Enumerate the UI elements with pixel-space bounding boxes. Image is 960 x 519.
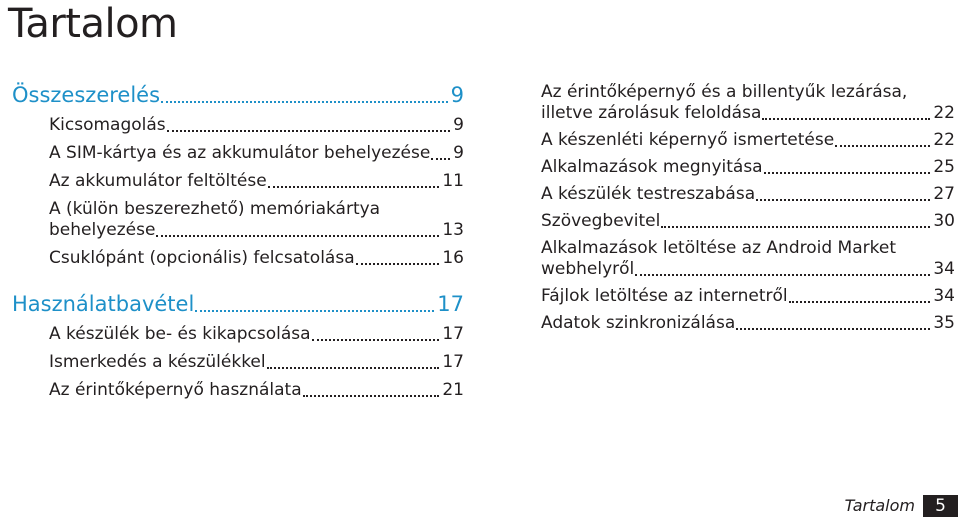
toc-entry-akkumulator-feltoltese[interactable] (12, 171, 464, 192)
toc-entry-label-line1: A (külön beszerezhető) memóriakártya (49, 199, 381, 219)
toc-page-number: 22 (933, 130, 955, 150)
toc-entry-memoriakartya[interactable] (12, 199, 464, 241)
dot-leader (835, 145, 930, 147)
dot-leader (762, 118, 930, 120)
toc-entry-label: Csuklópánt (opcionális) felcsatolása (49, 248, 355, 268)
toc-page-number: 16 (442, 248, 464, 268)
toc-entry-label: Adatok szinkronizálása (541, 313, 736, 333)
toc-page-number: 17 (442, 324, 464, 344)
toc-entry-alkalmazasok-megnyitasa[interactable] (541, 157, 955, 178)
toc-entry-label: Az akkumulátor feltöltése (49, 171, 267, 191)
toc-page-number: 34 (933, 286, 955, 306)
toc-entry-label: A SIM-kártya és az akkumulátor behelyezése (49, 143, 431, 163)
toc-entry-label: A készülék be- és kikapcsolása (49, 324, 311, 344)
page-footer (845, 494, 958, 517)
toc-page-number: 34 (933, 259, 955, 279)
toc-entry-erintokepernyo-hasznalata[interactable] (12, 380, 464, 401)
dot-leader (789, 301, 931, 303)
toc-entry-keszenleti-kepernyo[interactable] (541, 130, 955, 151)
toc-page-number: 17 (442, 352, 464, 372)
toc-entry-label-line2: webhelyről (541, 259, 635, 279)
toc-entry-android-market[interactable] (541, 238, 955, 280)
dot-leader (268, 186, 440, 188)
toc-entry-label: Kicsomagolás (49, 115, 166, 135)
toc-page-number: 21 (442, 380, 464, 400)
toc-page-number: 9 (450, 83, 464, 107)
toc-page-number: 25 (933, 157, 955, 177)
dot-leader (764, 172, 931, 174)
dot-leader (167, 130, 451, 132)
toc-section-osszeszereles[interactable] (12, 82, 464, 108)
toc-entry-label: Fájlok letöltése az internetről (541, 286, 788, 306)
toc-page-number: 13 (442, 220, 464, 240)
toc-page-number: 11 (442, 171, 464, 191)
toc-page-number: 9 (453, 115, 464, 135)
toc-entry-label: Ismerkedés a készülékkel (49, 352, 266, 372)
dot-leader (195, 310, 434, 312)
dot-leader (303, 395, 440, 397)
toc-entry-fajlok-letoltese[interactable] (541, 286, 955, 307)
toc-page-number: 30 (933, 211, 955, 231)
toc-page-number: 35 (933, 313, 955, 333)
footer-page-number: 5 (923, 495, 958, 517)
toc-entry-label-line2: illetve zárolásuk feloldása (541, 103, 762, 123)
dot-leader (312, 339, 440, 341)
toc-page-number: 9 (453, 143, 464, 163)
toc-section-title: Használatbavétel (12, 292, 195, 316)
dot-leader (635, 274, 930, 276)
toc-right-column (541, 82, 955, 334)
toc-section-hasznalatbavetel[interactable] (12, 291, 464, 317)
footer-section-label: Tartalom (844, 496, 915, 515)
toc-entry-csuklopant[interactable] (12, 248, 464, 269)
toc-entry-label-line2: behelyezése (49, 220, 156, 240)
toc-entry-label: Alkalmazások megnyitása (541, 157, 763, 177)
toc-entry-label-line1: Alkalmazások letöltése az Android Market (541, 238, 896, 258)
toc-page-number: 27 (933, 184, 955, 204)
toc-entry-label: Szövegbevitel (541, 211, 661, 231)
dot-leader (161, 101, 448, 103)
toc-section-title: Összeszerelés (12, 83, 161, 107)
toc-entry-szovegbevitel[interactable] (541, 211, 955, 232)
toc-entry-sim-akkumulator[interactable] (12, 143, 464, 164)
toc-entry-kicsomagolas[interactable] (12, 115, 464, 136)
toc-entry-label-line1: Az érintőképernyő és a billentyűk lezárása, (541, 82, 908, 102)
toc-entry-label: A készenléti képernyő ismertetése (541, 130, 835, 150)
toc-left-column (12, 82, 464, 401)
page-title: Tartalom (8, 1, 178, 47)
dot-leader (356, 263, 440, 265)
toc-entry-be-kikapcsolas[interactable] (12, 324, 464, 345)
dot-leader (156, 235, 439, 237)
toc-entry-adatok-szinkronizalasa[interactable] (541, 313, 955, 334)
toc-entry-label: A készülék testreszabása (541, 184, 756, 204)
dot-leader (267, 367, 440, 369)
dot-leader (756, 199, 930, 201)
toc-entry-label: Az érintőképernyő használata (49, 380, 302, 400)
toc-entry-ismerkedes[interactable] (12, 352, 464, 373)
toc-page-number: 22 (933, 103, 955, 123)
toc-page-number: 17 (437, 292, 464, 316)
toc-entry-testreszabas[interactable] (541, 184, 955, 205)
dot-leader (661, 226, 930, 228)
dot-leader (736, 328, 930, 330)
toc-entry-lezaras[interactable] (541, 82, 955, 124)
dot-leader (431, 158, 450, 160)
